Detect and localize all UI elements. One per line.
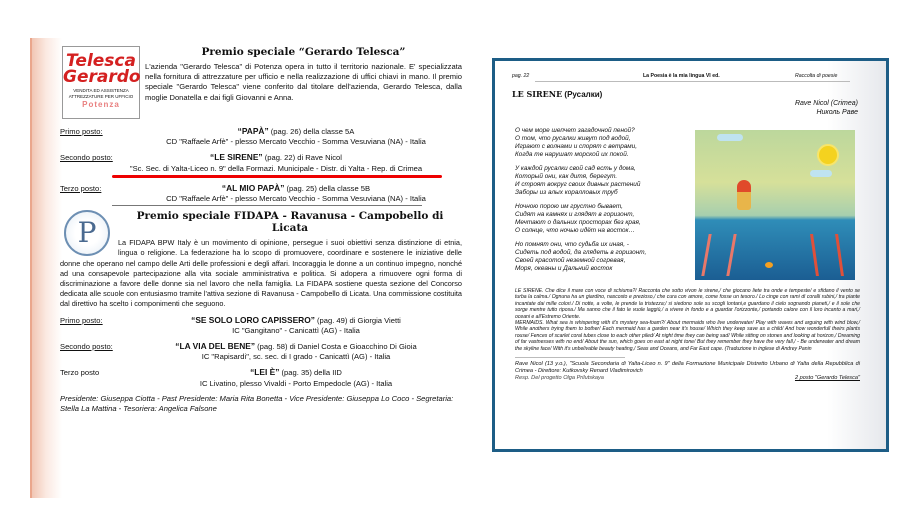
award-label: Terzo posto <box>60 368 100 378</box>
red-highlight-underline <box>112 175 442 178</box>
mermaid-figure <box>737 180 751 210</box>
right-document-page <box>492 58 889 452</box>
poem-title-ru: (Русалки) <box>564 90 603 99</box>
logo-line2: Gerardo <box>63 67 141 87</box>
logo-city: Potenza <box>82 100 120 109</box>
prize-label: 2 posto "Gerardo Telesca" <box>794 375 860 382</box>
credit-text: Rave Nicol (13 y.o.), "Scuola Secondaria di Yalta-Liceo n. 9" della Formazione Municipale Distretto Urbano di Yalta della Repubblica di Crimea - Direttore: Kutkovsky Renard Vladimirovich <box>515 361 860 375</box>
telesca-logo <box>62 46 140 119</box>
award-title: “SE SOLO LORO CAPISSERO” <box>191 314 315 325</box>
award-title: “LA VIA DEL BENE” <box>175 341 256 352</box>
poem-title-it: LE SIRENE <box>512 89 563 99</box>
project-resp: Resp. Del progetto Olga Prilutskaya <box>515 375 604 382</box>
award-third-fidapa <box>60 367 462 388</box>
award-info: (pag. 35) della IID <box>279 368 342 378</box>
award-info: (pag. 25) della classe 5B <box>284 183 371 193</box>
award-title: “LEI È” <box>250 367 280 378</box>
award-school: "Sc. Sec. di Yalta-Liceo n. 9" della Formazi. Municipale - Distr. di Yalta - Rep. di Crimea <box>129 163 423 173</box>
stanza: У каждой русалки свой сад есть у дома, Который они, как дитя, берегут. И строят вокруг своих дивных растений Заборы из алых коралловых труб <box>515 165 641 196</box>
poem-translations <box>515 288 860 382</box>
book-title: La Poesia è la mia lingua VI ed. <box>643 73 720 79</box>
page-number: pag. 22 <box>512 73 530 79</box>
award-first-telesca <box>60 126 462 147</box>
author-latin: Rave Nicol (Crimea) <box>794 100 858 107</box>
author-cyrillic: Николь Раве <box>816 109 858 116</box>
award-title: “LE SIRENE” <box>210 152 263 163</box>
fidapa-officers: Presidente: Giuseppa Ciotta - Past Presidente: Maria Rita Bonetta - Vice Presidente: Giuseppa Lo Coco - Segretaria: Stella La Mattina - Tesoriera: Angelica Falsone <box>60 393 454 414</box>
fish-icon <box>765 262 773 268</box>
award-label: Primo posto: <box>60 127 103 136</box>
section-label: Raccolta di poesie <box>795 73 838 79</box>
award-info: (pag. 22) di Rave Nicol <box>262 153 342 163</box>
award-label: Secondo posto: <box>60 342 113 352</box>
section-title-telesca: Premio speciale “Gerardo Telesca” <box>201 46 406 58</box>
telesca-intro: L'azienda "Gerardo Telesca" di Potenza opera in tutto il territorio nazionale. E' specializzata nella fornitura di attrezzature per ufficio e nella realizzazione di uffici chiavi in mano. Il premio speciale "Gerardo Telesca" viene conferito dal titolare dell'azienda, Gerardo Telesca, dalla moglie Donatella e dai figli Giovanni e Anna. <box>145 62 462 102</box>
sun-icon <box>817 144 839 166</box>
section-title-fidapa: Premio speciale FIDAPA - Ravanusa - Campobello di Licata <box>136 210 444 235</box>
award-school: IC "Gangitano" - Canicattì (AG) - Italia <box>232 325 360 335</box>
award-title: “PAPÀ” <box>237 126 269 136</box>
divider <box>112 205 422 206</box>
footer-rule <box>515 357 625 358</box>
stanza: Ночною порою им грустно бывает, Сидят на камнях и глядят в горизонт, Мечтают о дальних просторах без края, О солнце, что ночью идёт на восток… <box>515 203 641 234</box>
stanza: О чем море шепчет загадочной пеной? О том, что русалки живут под водой, Играют с волнами и спорят с ветрами, Когда те нарушат морской их покой. <box>515 127 638 158</box>
award-third-telesca <box>60 183 462 204</box>
award-school: CD "Raffaele Arfè" - plesso Mercato Vecchio - Somma Vesuviana (NA) - Italia <box>166 137 426 147</box>
telesca-section <box>60 46 462 121</box>
award-label: Secondo posto: <box>60 153 113 163</box>
poem-title <box>512 89 602 99</box>
logo-sub1: VENDITA ED ASSISTENZA <box>73 88 129 93</box>
poem-author <box>795 99 858 117</box>
logo-sub2: ATTREZZATURE PER UFFICIO <box>68 94 134 99</box>
award-info: (pag. 26) della classe 5A <box>268 127 355 136</box>
fidapa-section <box>60 210 462 309</box>
fidapa-intro: La FIDAPA BPW Italy è un movimento di opinione, persegue i suoi obiettivi senza distinzione di etnia, lingua o religione. La federazione ha lo scopo di promuovere, coordinare e sostenere le iniziative delle donne che operano nel campo delle Arti delle professioni e degli affari. Incoraggia le donne a un continuo impegno, nonché ad una consapevole partecipazione alla vita sociale amministrativa e politica. Si adopera a rimuovere ogni forma di discriminazione a favore delle donne sia nel lavoro che nella famiglia. La FIDAPA sostiene questa sezione del Concorso dedicata alle scuole con entusiasmo tramite l'attiva sezione di Ravanusa - Campobello di Licata. Una commissione costituita dal direttivo ha scelto i componimenti che seguono. <box>60 238 462 309</box>
mermaid-illustration <box>695 130 855 280</box>
award-info: (pag. 49) di Giorgia Vietti <box>314 315 401 325</box>
award-school: CD "Raffaele Arfè" - plesso Mercato Vecchio - Somma Vesuviana (NA) - Italia <box>166 194 426 204</box>
award-school: IC Livatino, plesso Vivaldi - Porto Empedocle (AG) - Italia <box>199 378 393 388</box>
poem-text <box>515 127 690 279</box>
stanza: Но помнят они, что судьба их иная, - Сидеть под водой, да глядеть в горизонт, Своей красотой неземной согревая, Моря, океаны и Дальний восток <box>515 241 647 272</box>
award-info: (pag. 58) di Daniel Costa e Gioacchino Di Gioia <box>255 342 417 352</box>
award-second-fidapa <box>60 341 462 362</box>
award-label: Terzo posto: <box>60 183 102 193</box>
award-title: “AL MIO PAPÀ” <box>221 182 285 193</box>
fidapa-seal-icon: P <box>64 210 110 256</box>
award-label: Primo posto: <box>60 315 103 325</box>
award-first-fidapa <box>60 315 462 336</box>
header-rule <box>535 81 850 82</box>
translation-italian: LE SIRENE. Che dice il mare con voce di schiuma?/ Racconta che sotto vivon le sirene,/ che giocano liete tra onde e tempeste/ e sfidano il vento se turba la calma./ Ognuna ha un giardino, nascosto e prezioso,/ che cura con amore, come fosse un tesoro./ Lo cinge con rami di coralli rubini,/ tra piante incantate dai mille colori./ Di notte, a volte, le prende la tristezza;/ si siedono sole su scogli lontani,e guardano il cielo sognando pianeti,/ e il sole che sorge mentre tutto riposa./ Ma sanno che il fato le vuole laggiù,/ a vivere in fondo e a guardar l'orizzonte,/ portando calore con il loro incanto a mari,/ oceani e all'Estremo Oriente. <box>515 288 860 320</box>
author-credit <box>515 361 860 382</box>
award-school: IC "Rapisardi", sc. sec. di I grado - Canicattì (AG) - Italia <box>201 352 391 362</box>
left-document-page <box>30 38 472 498</box>
logo-line1: Telesca <box>66 51 136 71</box>
translation-english: MERMAIDS. What sea is whispering with it's mystery sea-foam?/ About mermaids who live underwater/ Play with waves and arguing with wind blow,/ While anothers trying them to bother/ Each mermaid has a garden near it's house/ Which they keep save as a child/ And how wonderfull theirs plants rouse/ Fences of scarlet coral tubes close to each other piled/ At night time they can being sad/ While sitting on stones and looking at horizon,/ Dreaming of far vastnesses with no end/ About the sun, which goes on east at night tone/ But they remember they have the very fall,/ - Be underwater and dream the skyline face/ With it's unbelivable beauty heating,/ Seas and Oceans, and Far East cape. (Traduzione in inglese di Andrey Panin <box>515 320 860 352</box>
award-second-telesca <box>60 152 462 173</box>
